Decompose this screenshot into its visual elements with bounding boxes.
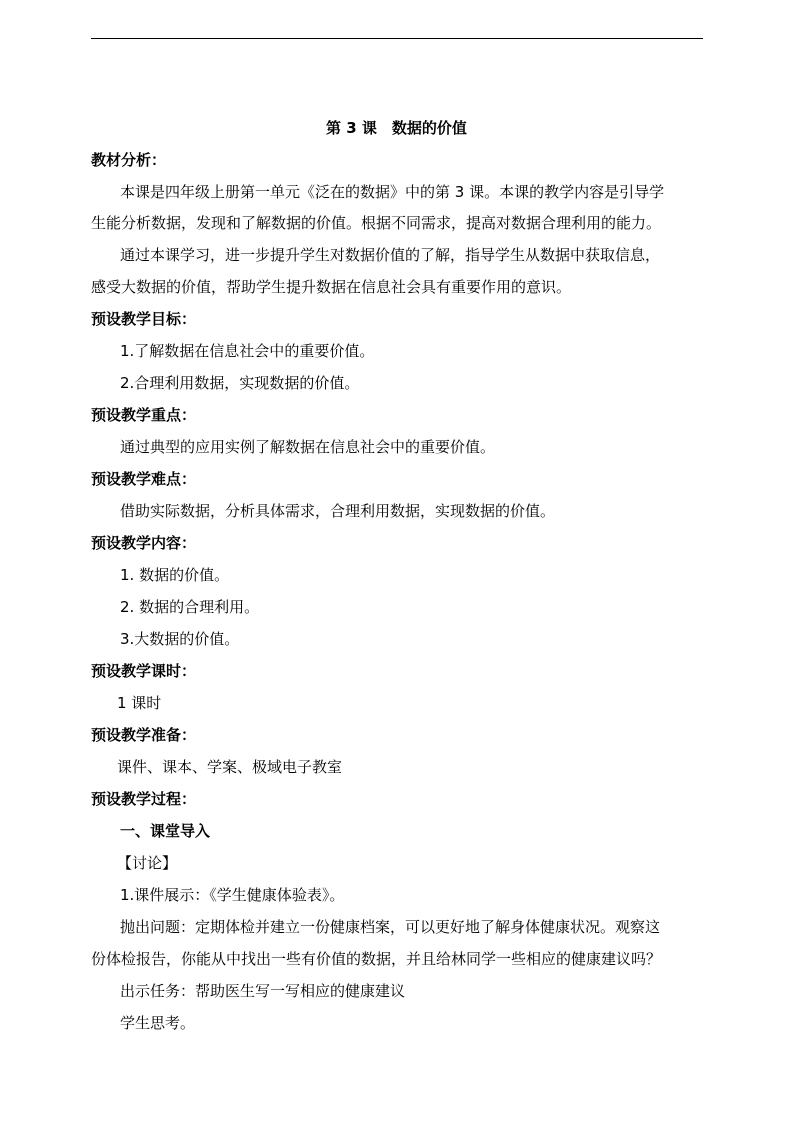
heading-hours: 预设教学课时： [91,662,197,680]
content-item-2: 2. 数据的合理利用。 [120,598,260,616]
process-think: 学生思考。 [120,1014,196,1032]
difficulty-text: 借助实际数据，分析具体需求，合理利用数据，实现数据的价值。 [120,502,556,520]
hours-text: 1 课时 [117,694,162,712]
analysis-para1-line1: 本课是四年级上册第一单元《泛在的数据》中的第 3 课。本课的教学内容是引导学 [120,183,665,201]
heading-difficulty: 预设教学难点： [91,470,197,488]
prep-text: 课件、课本、学案、极域电子教室 [117,758,343,776]
heading-process: 预设教学过程： [91,790,197,808]
content-item-1: 1. 数据的价值。 [120,566,230,584]
heading-prep: 预设教学准备： [91,726,197,744]
content-item-3: 3.大数据的价值。 [120,630,240,648]
heading-focus: 预设教学重点： [91,406,197,424]
process-discuss: 【讨论】 [117,854,178,872]
focus-text: 通过典型的应用实例了解数据在信息社会中的重要价值。 [120,438,496,456]
goal-item-2: 2.合理利用数据，实现数据的价值。 [120,374,360,392]
heading-content: 预设教学内容： [91,534,197,552]
header-rule [91,38,703,39]
heading-analysis: 教材分析： [91,151,167,169]
process-question-line1: 抛出问题：定期体检并建立一份健康档案，可以更好地了解身体健康状况。观察这 [120,918,661,936]
process-show: 1.课件展示：《学生健康体验表》。 [120,886,345,904]
goal-item-1: 1.了解数据在信息社会中的重要价值。 [120,342,375,360]
process-step-1: 一、课堂导入 [120,822,211,840]
analysis-para2-line1: 通过本课学习，进一步提升学生对数据价值的了解，指导学生从数据中获取信息， [120,246,661,264]
process-question-line2: 份体检报告，你能从中找出一些有价值的数据，并且给林同学一些相应的健康建议吗？ [91,950,662,968]
analysis-para2-line2: 感受大数据的价值，帮助学生提升数据在信息社会具有重要作用的意识。 [91,278,572,296]
page-title: 第 3 课 数据的价值 [326,119,467,137]
heading-goals: 预设教学目标： [91,310,197,328]
analysis-para1-line2: 生能分析数据，发现和了解数据的价值。根据不同需求，提高对数据合理利用的能力。 [91,214,662,232]
process-task: 出示任务：帮助医生写一写相应的健康建议 [120,982,406,1000]
